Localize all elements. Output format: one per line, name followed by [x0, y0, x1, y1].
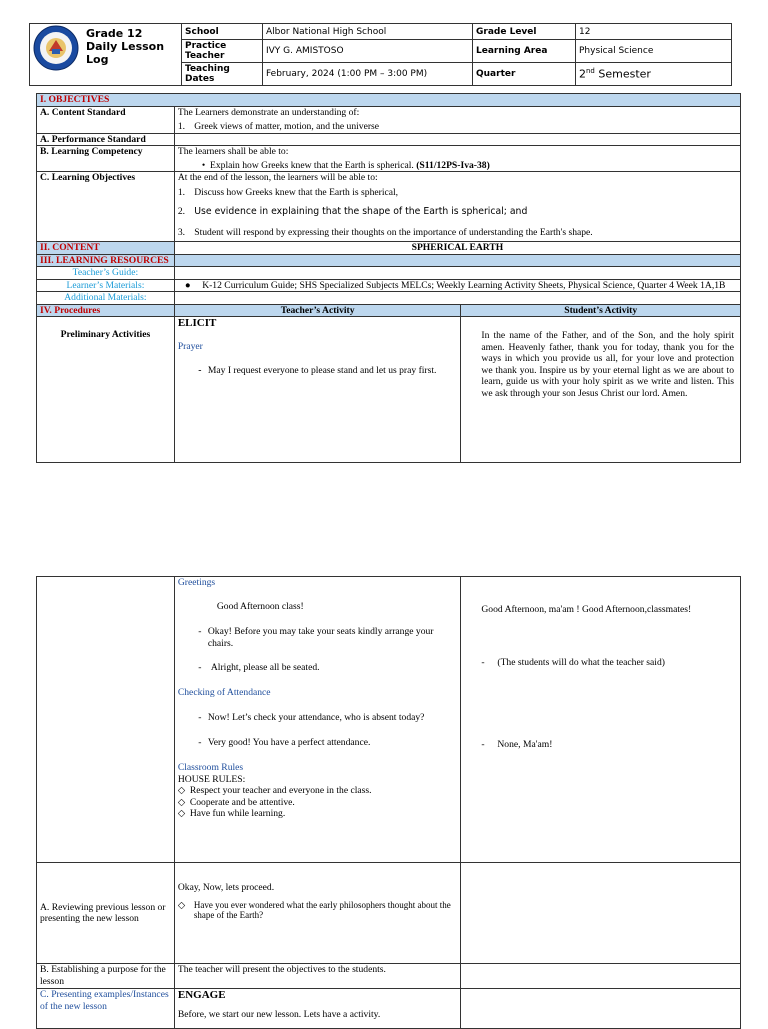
- header-logo-cell: [30, 24, 182, 86]
- practice-teacher-value: IVY G. AMISTOSO: [263, 40, 473, 63]
- grade-level-value: 12: [576, 24, 732, 40]
- engage-cell: [174, 989, 461, 1029]
- lo-intro: At the end of the lesson, the learners will be able to:: [177, 172, 378, 183]
- engage-text: Before, we start our new lesson. Lets have a activity.: [177, 1009, 381, 1021]
- learning-objectives-cell: At the end of the lesson, the learners will be able to: 1. Discuss how Greeks knew that the Earth is spherical, 2. Use evidence in explaining that the shape of the Earth is spherical; and 3. Student will respond by expressing their thoughts on the importance of understanding the Earth's shape.: [174, 172, 740, 242]
- content-standard-cell: The Learners demonstrate an understanding of: 1. Greek views of matter, motion, and the universe: [174, 106, 740, 133]
- learners-materials-value: K-12 Curriculum Guide; SHS Specialized Subjects MELCs; Weekly Learning Activity Sheets, Physical Science, Quarter 4 Week 1A,1B: [202, 279, 726, 291]
- competency-code: (S11/12PS-Iva-38): [416, 159, 490, 171]
- prayer-text: In the name of the Father, and of the Son, and the holy spirit amen. Heavenly father, thank you for today, thank you for the ways in which you provide us all, for your love and protection we thank you. Inspire us by your eternal light as we are about to learn, guide us with your holy spirit as we write and listen. This we ask through your son Jesus Christ our lord. Amen.: [461, 317, 741, 463]
- engage-student-cell: [461, 989, 741, 1029]
- performance-standard-cell: [174, 133, 740, 146]
- dll-title-daily: Daily Lesson: [86, 40, 165, 53]
- review-question: Have you ever wondered what the early philosophers thought about the shape of the Earth?: [193, 899, 451, 921]
- greeting-teacher: Good Afternoon class!: [216, 600, 304, 612]
- engage-heading: ENGAGE: [177, 989, 226, 1001]
- teachers-guide-cell: [174, 267, 740, 280]
- content-heading: II. CONTENT: [37, 242, 175, 255]
- header-table: [29, 23, 732, 86]
- greetings-label-cell: [37, 577, 175, 863]
- school-value: Albor National High School: [263, 24, 473, 40]
- competency-label: B. Learning Competency: [37, 146, 175, 172]
- arrange-chairs: Okay! Before you may take your seats kindly arrange your chairs.: [207, 626, 434, 649]
- lesson-table-continued: [36, 576, 741, 1029]
- teaching-dates-label: Teaching Dates: [182, 63, 263, 86]
- perfect-attendance: Very good! You have a perfect attendance.: [207, 736, 371, 748]
- house-rules-heading: HOUSE RULES:: [177, 773, 246, 785]
- elicit-cell: ELICIT Prayer - May I request everyone to please stand and let us pray first.: [174, 317, 461, 463]
- lo-item-2: Use evidence in explaining that the shape of the Earth is spherical; and: [194, 206, 528, 217]
- practice-teacher-label: Practice Teacher: [182, 40, 263, 63]
- attendance-label: Checking of Attendance: [177, 686, 271, 698]
- quarter-label: Quarter: [473, 63, 576, 86]
- resources-heading: III. LEARNING RESOURCES: [37, 254, 175, 267]
- content-standard-intro: The Learners demonstrate an understanding of:: [177, 106, 360, 118]
- school-label: School: [182, 24, 263, 40]
- greeting-student: Good Afternoon, ma'am ! Good Afternoon,classmates!: [481, 604, 692, 615]
- lo-item-1: Discuss how Greeks knew that the Earth is spherical,: [194, 186, 399, 198]
- purpose-text: The teacher will present the objectives to the students.: [174, 964, 461, 989]
- learners-materials-label: Learner’s Materials:: [37, 279, 175, 292]
- learning-area-value: Physical Science: [576, 40, 732, 63]
- competency-item: Explain how Greeks knew that the Earth is spherical.: [210, 159, 414, 171]
- competency-intro: The learners shall be able to:: [177, 146, 289, 157]
- teacher-activity-header: Teacher’s Activity: [174, 304, 461, 317]
- performance-standard-label: A. Performance Standard: [37, 133, 175, 146]
- rule-2: Cooperate and be attentive.: [189, 796, 295, 808]
- prayer-label: Prayer: [177, 341, 203, 353]
- students-do: (The students will do what the teacher said): [497, 656, 665, 668]
- classroom-rules-label: Classroom Rules: [177, 762, 244, 773]
- greetings-teacher-cell: Greetings Good Afternoon class! - Okay! Before you may take your seats kindly arrange your chairs. - Alright, please all be seated. Checking of Attendance - Now! Let’s check your attendance, who is absent today? - Very good! You have a perfect attendance. Classroom Rules HOUSE RULES: ◇ Respect your teacher and everyone in the class. ◇ Cooperate and be attentive. ◇ Have fun while learning.: [174, 577, 461, 863]
- competency-cell: The learners shall be able to: • Explain how Greeks knew that the Earth is spherical. (S11/12PS-Iva-38): [174, 146, 740, 172]
- examples-label: C. Presenting examples/Instances of the new lesson: [37, 989, 175, 1029]
- content-standard-item: Greek views of matter, motion, and the universe: [194, 121, 380, 132]
- rule-1: Respect your teacher and everyone in the class.: [189, 785, 372, 796]
- rule-3: Have fun while learning.: [189, 808, 286, 819]
- purpose-label: B. Establishing a purpose for the lesson: [37, 964, 175, 989]
- teachers-guide-label: Teacher’s Guide:: [37, 267, 175, 280]
- learning-objectives-label: C. Learning Objectives: [37, 172, 175, 242]
- greetings-student-cell: Good Afternoon, ma'am ! Good Afternoon,classmates! - (The students will do what the teacher said) - None, Ma'am!: [461, 577, 741, 863]
- review-cell: Okay, Now, lets proceed. ◇ Have you ever wondered what the early philosophers thought about the shape of the Earth?: [174, 863, 461, 964]
- lo-item-3: Student will respond by expressing their thoughts on the importance of understanding the Earth's shape.: [194, 226, 593, 238]
- attendance-answer: None, Ma'am!: [497, 739, 553, 750]
- content-standard-label: A. Content Standard: [37, 106, 175, 133]
- be-seated: Alright, please all be seated.: [210, 662, 320, 673]
- purpose-student-cell: [461, 964, 741, 989]
- elicit-heading: ELICIT: [177, 317, 217, 329]
- prayer-request: May I request everyone to please stand and let us pray first.: [207, 364, 437, 376]
- attendance-question: Now! Let’s check your attendance, who is absent today?: [207, 712, 425, 723]
- quarter-value: 2nd Semester: [576, 63, 732, 86]
- dll-title-log: Log: [86, 53, 109, 66]
- additional-materials-cell: [174, 292, 740, 305]
- review-student-cell: [461, 863, 741, 964]
- student-activity-header: Student’s Activity: [461, 304, 741, 317]
- preliminary-label: Preliminary Activities: [37, 317, 175, 463]
- proceed-text: Okay, Now, lets proceed.: [177, 882, 275, 893]
- teaching-dates-value: February, 2024 (1:00 PM – 3:00 PM): [263, 63, 473, 86]
- dll-title-grade: Grade 12: [86, 27, 143, 40]
- learners-materials-cell: ● K-12 Curriculum Guide; SHS Specialized Subjects MELCs; Weekly Learning Activity Sheets, Physical Science, Quarter 4 Week 1A,1B: [174, 279, 740, 292]
- learning-area-label: Learning Area: [473, 40, 576, 63]
- greetings-label: Greetings: [177, 577, 216, 588]
- review-label: A. Reviewing previous lesson or presenting the new lesson: [37, 863, 175, 964]
- content-value: SPHERICAL EARTH: [174, 242, 740, 255]
- lesson-table: [36, 93, 741, 463]
- grade-level-label: Grade Level: [473, 24, 576, 40]
- additional-materials-label: Additional Materials:: [37, 292, 175, 305]
- procedures-heading: IV. Procedures: [37, 304, 175, 317]
- objectives-heading: I. OBJECTIVES: [37, 94, 741, 107]
